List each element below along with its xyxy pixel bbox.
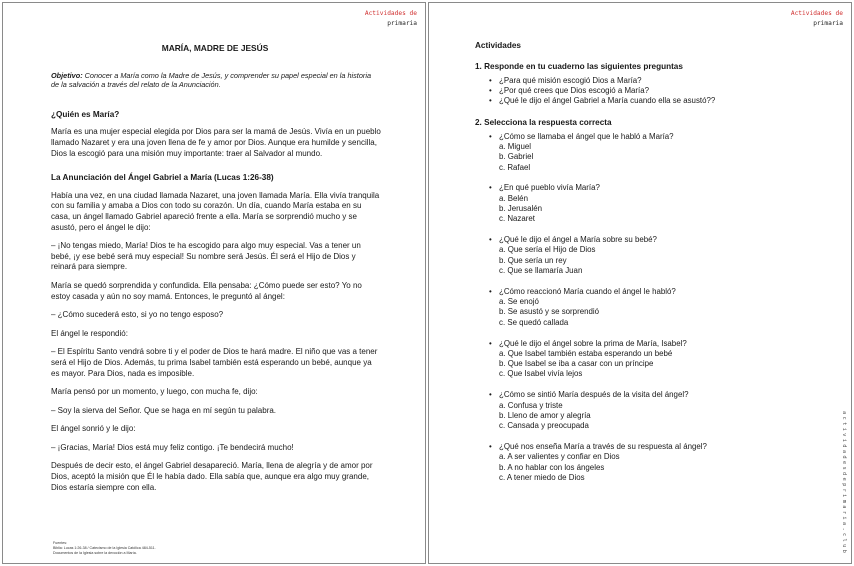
mc-option: c. Que se llamaría Juan bbox=[499, 266, 583, 276]
paragraph: – ¡Gracias, María! Dios está muy feliz contigo. ¡Te bendecirá mucho! bbox=[51, 442, 294, 452]
brand-logo bbox=[365, 9, 417, 29]
mc-option: a. Se enojó bbox=[499, 297, 539, 307]
paragraph: – ¡No tengas miedo, María! Dios te ha escogido para algo muy especial. Vas a tener un bebé, ¡y ese bebé será muy especial! Su nombre será Jesús. Él será el Hijo de Dios y reinará para siempre. bbox=[51, 241, 361, 272]
mc-option: a. Confusa y triste bbox=[499, 400, 563, 410]
mc-question: • ¿Cómo se sintió María después de la visita del ángel? bbox=[489, 390, 795, 400]
multiple-choice-item bbox=[489, 339, 795, 380]
list-item: • ¿Para qué misión escogió Dios a María? bbox=[489, 76, 795, 86]
mc-question: • ¿Qué le dijo el ángel sobre la prima de María, Isabel? bbox=[489, 339, 795, 349]
activities-title: Actividades bbox=[475, 41, 521, 50]
page-title: MARÍA, MADRE DE JESÚS bbox=[161, 43, 269, 53]
mc-option: c. Se quedó callada bbox=[499, 317, 569, 327]
multiple-choice-item bbox=[489, 235, 795, 276]
sources-line: Fuentes: bbox=[53, 541, 67, 545]
brand-logo bbox=[791, 9, 843, 29]
question-1-list bbox=[489, 76, 795, 107]
paragraph: – El Espíritu Santo vendrá sobre ti y el poder de Dios te hará madre. El niño que vas a tener será el Hijo de Dios. Además, tu prima Isabel también está esperando un bebé, aunque ya es mayor. Para Dios, nada es imposible. bbox=[51, 347, 378, 378]
document-page-left bbox=[2, 2, 426, 564]
multiple-choice-item bbox=[489, 287, 795, 328]
mc-option: a. Belén bbox=[499, 193, 528, 203]
brand-line1: Actividades de bbox=[790, 10, 843, 17]
section-heading-quien: ¿Quién es María? bbox=[51, 109, 120, 119]
paragraph: Había una vez, en una ciudad llamada Nazaret, una joven llamada María. Ella vivía tranquila con su familia y amaba a Dios con todo su corazón. Un día, cuando María estaba en su casa, un ángel llamado Gabriel apareció frente a ella. María se sorprendió mucho y se asustó, pero el ángel le dijo: bbox=[51, 190, 380, 232]
activities-body bbox=[475, 41, 795, 494]
paragraph: María se quedó sorprendida y confundida. Ella pensaba: ¿Cómo puede ser esto? Yo no estoy casada y aún no soy mamá. Entonces, le preguntó al ángel: bbox=[51, 280, 362, 301]
document-page-right bbox=[428, 2, 852, 564]
mc-question: • ¿Qué nos enseña María a través de su respuesta al ángel? bbox=[489, 442, 795, 452]
side-watermark-url: actividadesdeprimaria.club bbox=[841, 411, 847, 556]
mc-option: c. Que Isabel vivía lejos bbox=[499, 369, 583, 379]
mc-option: b. Se asustó y se sorprendió bbox=[499, 307, 600, 317]
paragraph: – Soy la sierva del Señor. Que se haga en mí según tu palabra. bbox=[51, 405, 277, 415]
paragraph: Después de decir esto, el ángel Gabriel desapareció. María, llena de alegría y de amor por Dios, aceptó la misión que Él le había dado. Ella sabía que, aunque era algo muy grande, Dios estaría siempre con ella. bbox=[51, 461, 373, 492]
lesson-body bbox=[51, 71, 381, 501]
paragraph: – ¿Cómo sucederá esto, si yo no tengo esposo? bbox=[51, 310, 224, 320]
mc-option: c. Nazaret bbox=[499, 214, 535, 224]
sources-line: Documentos de la Iglesia sobre la devoción a María. bbox=[53, 551, 137, 556]
mc-option: a. Miguel bbox=[499, 142, 532, 152]
mc-option: b. Jerusalén bbox=[499, 204, 542, 214]
sources-line: Biblia: Lucas 1:26-38 / Catecismo de la Iglesia Católica 484-511. bbox=[53, 546, 156, 551]
multiple-choice-item bbox=[489, 390, 795, 431]
paragraph: María es una mujer especial elegida por Dios para ser la mamá de Jesús. Vivía en un pueblo llamado Nazaret y era una joven llena de fe y amor por Dios. Aunque era humilde y sencilla, Dios la escogió para una misión muy importante: traer al Salvador al mundo. bbox=[51, 127, 381, 158]
mc-question: • ¿Qué le dijo el ángel a María sobre su bebé? bbox=[489, 235, 795, 245]
mc-option: c. Cansada y preocupada bbox=[499, 421, 589, 431]
question-1-heading: 1. Responde en tu cuaderno las siguientes preguntas bbox=[475, 62, 683, 72]
question-2-heading: 2. Selecciona la respuesta correcta bbox=[475, 118, 612, 128]
section-heading-anunciacion: La Anunciación del Ángel Gabriel a María (Lucas 1:26-38) bbox=[51, 173, 274, 183]
multiple-choice-item bbox=[489, 442, 795, 483]
mc-option: b. Que sería un rey bbox=[499, 255, 567, 265]
paragraph: María pensó por un momento, y luego, con mucha fe, dijo: bbox=[51, 387, 258, 397]
multiple-choice-item bbox=[489, 183, 795, 224]
mc-option: b. Lleno de amor y alegría bbox=[499, 410, 591, 420]
mc-option: a. Que sería el Hijo de Dios bbox=[499, 245, 596, 255]
mc-question: • ¿En qué pueblo vivía María? bbox=[489, 183, 795, 193]
mc-option: c. A tener miedo de Dios bbox=[499, 472, 585, 482]
sources-footnote bbox=[53, 541, 353, 557]
mc-option: b. A no hablar con los ángeles bbox=[499, 462, 605, 472]
brand-line1: Actividades de bbox=[364, 10, 417, 17]
mc-option: c. Rafael bbox=[499, 162, 531, 172]
list-item: • ¿Por qué crees que Dios escogió a María? bbox=[489, 86, 795, 96]
brand-line2: primaria bbox=[813, 20, 843, 27]
brand-line2: primaria bbox=[387, 20, 417, 27]
multiple-choice-item bbox=[489, 132, 795, 173]
mc-question: • ¿Cómo reaccionó María cuando el ángel le habló? bbox=[489, 287, 795, 297]
mc-option: b. Gabriel bbox=[499, 152, 534, 162]
paragraph: El ángel sonrió y le dijo: bbox=[51, 424, 136, 434]
mc-option: a. Que Isabel también estaba esperando un bebé bbox=[499, 348, 673, 358]
paragraph: El ángel le respondió: bbox=[51, 328, 128, 338]
mc-option: b. Que Isabel se iba a casar con un príncipe bbox=[499, 359, 654, 369]
list-item: • ¿Qué le dijo el ángel Gabriel a María cuando ella se asustó?? bbox=[489, 96, 795, 106]
mc-question: • ¿Cómo se llamaba el ángel que le habló a María? bbox=[489, 132, 795, 142]
mc-option: a. A ser valientes y confiar en Dios bbox=[499, 452, 620, 462]
objective bbox=[51, 71, 381, 90]
objective-label: Objetivo: bbox=[51, 71, 83, 80]
objective-text: Conocer a María como la Madre de Jesús, y comprender su papel especial en la historia de la salvación a través del relato de la Anunciación. bbox=[51, 71, 371, 90]
